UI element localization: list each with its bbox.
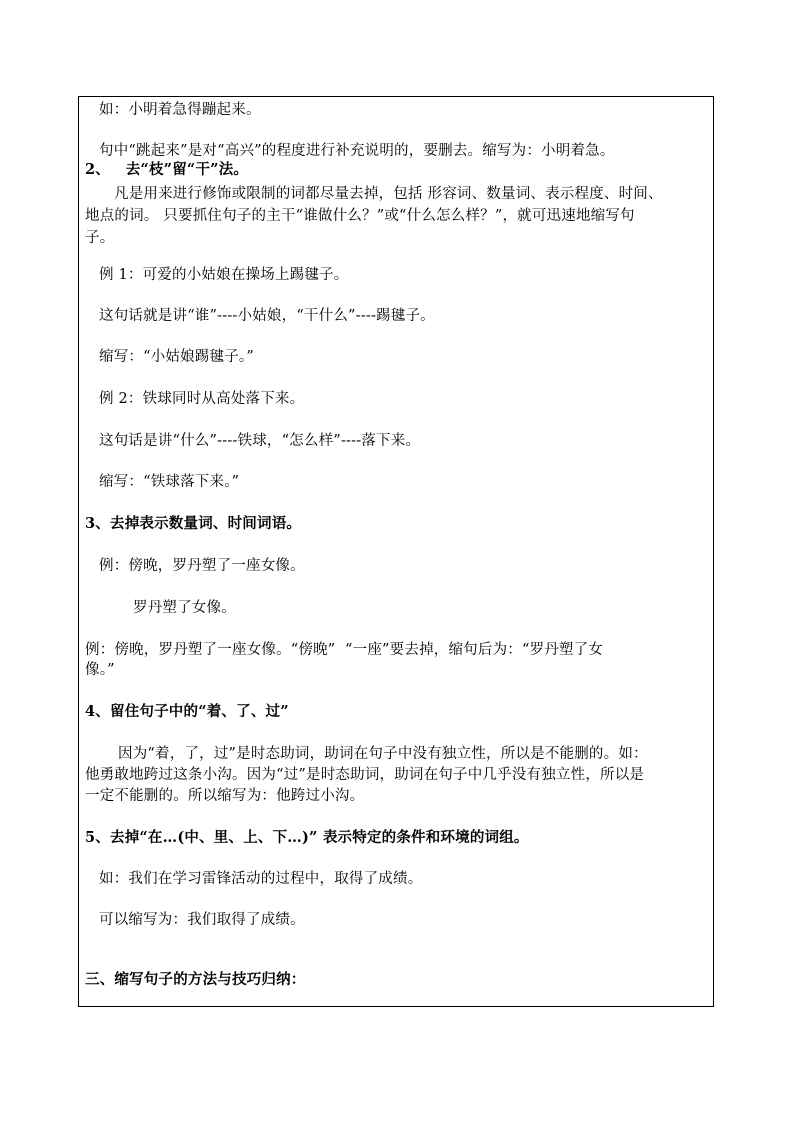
example-line: 像。” [85, 662, 115, 678]
example-line: 例：傍晚，罗丹塑了一座女像。“傍晚” “一座”要去掉，缩句后为：“罗丹塑了女 [85, 642, 604, 658]
section-heading-summary: 三、缩写句子的方法与技巧归纳： [85, 971, 306, 988]
abbreviation-line: 可以缩写为：我们取得了成绩。 [99, 912, 305, 928]
example-line: 如：我们在学习雷锋活动的过程中，取得了成绩。 [99, 871, 423, 887]
section-heading-3: 3、去掉表示数量词、时间词语。 [85, 515, 302, 532]
section-heading-4: 4、留住句子中的“着、了、过” [85, 703, 289, 720]
explanation-line: 这句话就是讲“谁”----小姑娘，“干什么”----踢毽子。 [99, 308, 435, 324]
abbreviation-line: 缩写：“小姑娘踢毽子。” [99, 349, 254, 365]
section-heading-2: 2、 去“枝”留“干”法。 [85, 161, 249, 178]
explanation-line: 句中“跳起来”是对“高兴”的程度进行补充说明的，要删去。缩写为：小明着急。 [99, 143, 615, 159]
paragraph-line: 一定不能删的。所以缩写为：他跨过小沟。 [85, 788, 365, 804]
abbreviation-line: 缩写：“铁球落下来。” [99, 474, 240, 490]
example-line: 例 1：可爱的小姑娘在操场上踢毽子。 [99, 267, 349, 283]
example-line: 如：小明着急得蹦起来。 [99, 102, 261, 118]
paragraph-line: 地点的词。 只要抓住句子的主干“谁做什么？”或“什么怎么样？”，就可迅速地缩写句 [85, 208, 635, 224]
paragraph-line: 因为“着，了，过”是时态助词，助词在句子中没有独立性，所以是不能删的。如： [118, 746, 648, 762]
paragraph-line: 凡是用来进行修饰或限制的词都尽量去掉，包括 形容词、数量词、表示程度、时间、 [114, 186, 663, 202]
paragraph-line: 子。 [85, 230, 115, 246]
section-heading-5: 5、去掉“在…(中、里、上、下…)” 表示特定的条件和环境的词组。 [85, 829, 529, 846]
example-line: 例 2：铁球同时从高处落下来。 [99, 391, 305, 407]
example-line: 例：傍晚，罗丹塑了一座女像。 [99, 558, 305, 574]
abbreviation-line: 罗丹塑了女像。 [133, 600, 236, 616]
paragraph-line: 他勇敢地跨过这条小沟。因为“过”是时态助词，助词在句子中几乎没有独立性，所以是 [85, 767, 645, 783]
explanation-line: 这句话是讲“什么”----铁球，“怎么样”----落下来。 [99, 433, 421, 449]
